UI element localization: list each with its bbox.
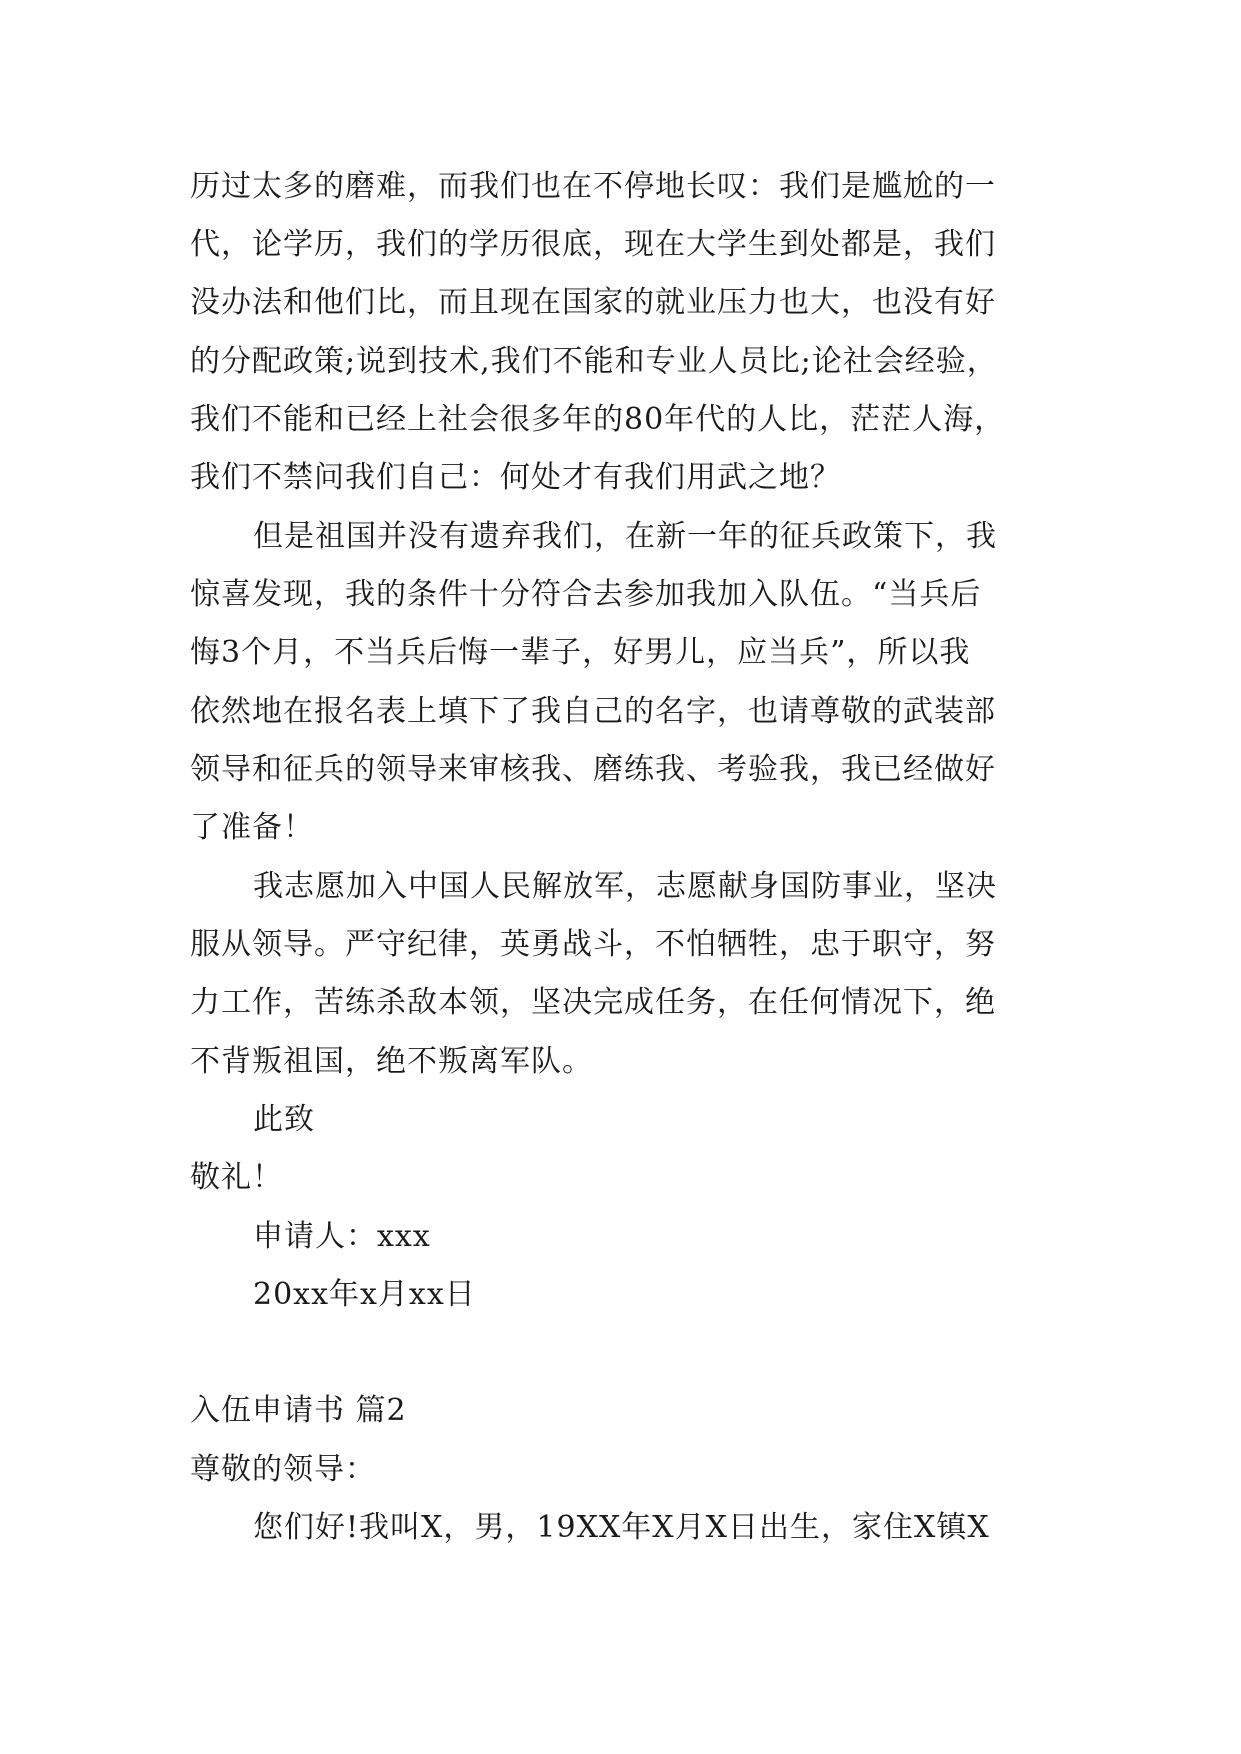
greeting-line: 尊敬的领导： (190, 1452, 376, 1487)
paragraph-line: 的分配政策;说到技术,我们不能和专业人员比;论社会经验， (190, 344, 998, 379)
closing-line: 此致 (253, 1102, 315, 1137)
paragraph-line: 了准备！ (190, 810, 314, 845)
paragraph-line: 惊喜发现，我的条件十分符合去参加我加入队伍。“当兵后 (190, 577, 982, 612)
paragraph-line: 您们好!我叫X，男，19XX年X月X日出生，家住X镇X (253, 1510, 990, 1545)
paragraph-line: 但是祖国并没有遗弃我们，在新一年的征兵政策下，我 (253, 519, 997, 554)
paragraph-line: 悔3个月，不当兵后悔一辈子，好男儿，应当兵”，所以我 (190, 635, 971, 670)
date-line: 20xx年x月xx日 (253, 1277, 476, 1312)
paragraph-line: 历过太多的磨难，而我们也在不停地长叹：我们是尴尬的一 (190, 169, 996, 204)
paragraph-line: 不背叛祖国，绝不叛离军队。 (190, 1044, 593, 1079)
paragraph-line: 我志愿加入中国人民解放军，志愿献身国防事业，坚决 (253, 869, 997, 904)
applicant-line: 申请人：xxx (253, 1219, 431, 1254)
paragraph-line: 我们不禁问我们自己：何处才有我们用武之地？ (190, 460, 841, 495)
salutation-line: 敬礼！ (190, 1160, 283, 1195)
section-title: 入伍申请书 篇2 (190, 1393, 407, 1428)
paragraph-line: 领导和征兵的领导来审核我、磨练我、考验我，我已经做好 (190, 752, 996, 787)
paragraph-line: 代，论学历，我们的学历很底，现在大学生到处都是，我们 (190, 227, 996, 262)
paragraph-line: 力工作，苦练杀敌本领，坚决完成任务，在任何情况下，绝 (190, 985, 996, 1020)
paragraph-line: 依然地在报名表上填下了我自己的名字，也请尊敬的武装部 (190, 694, 996, 729)
paragraph-line: 没办法和他们比，而且现在国家的就业压力也大，也没有好 (190, 285, 996, 320)
paragraph-line: 我们不能和已经上社会很多年的80年代的人比，茫茫人海， (190, 402, 1006, 437)
paragraph-line: 服从领导。严守纪律，英勇战斗，不怕牺牲，忠于职守，努 (190, 927, 996, 962)
